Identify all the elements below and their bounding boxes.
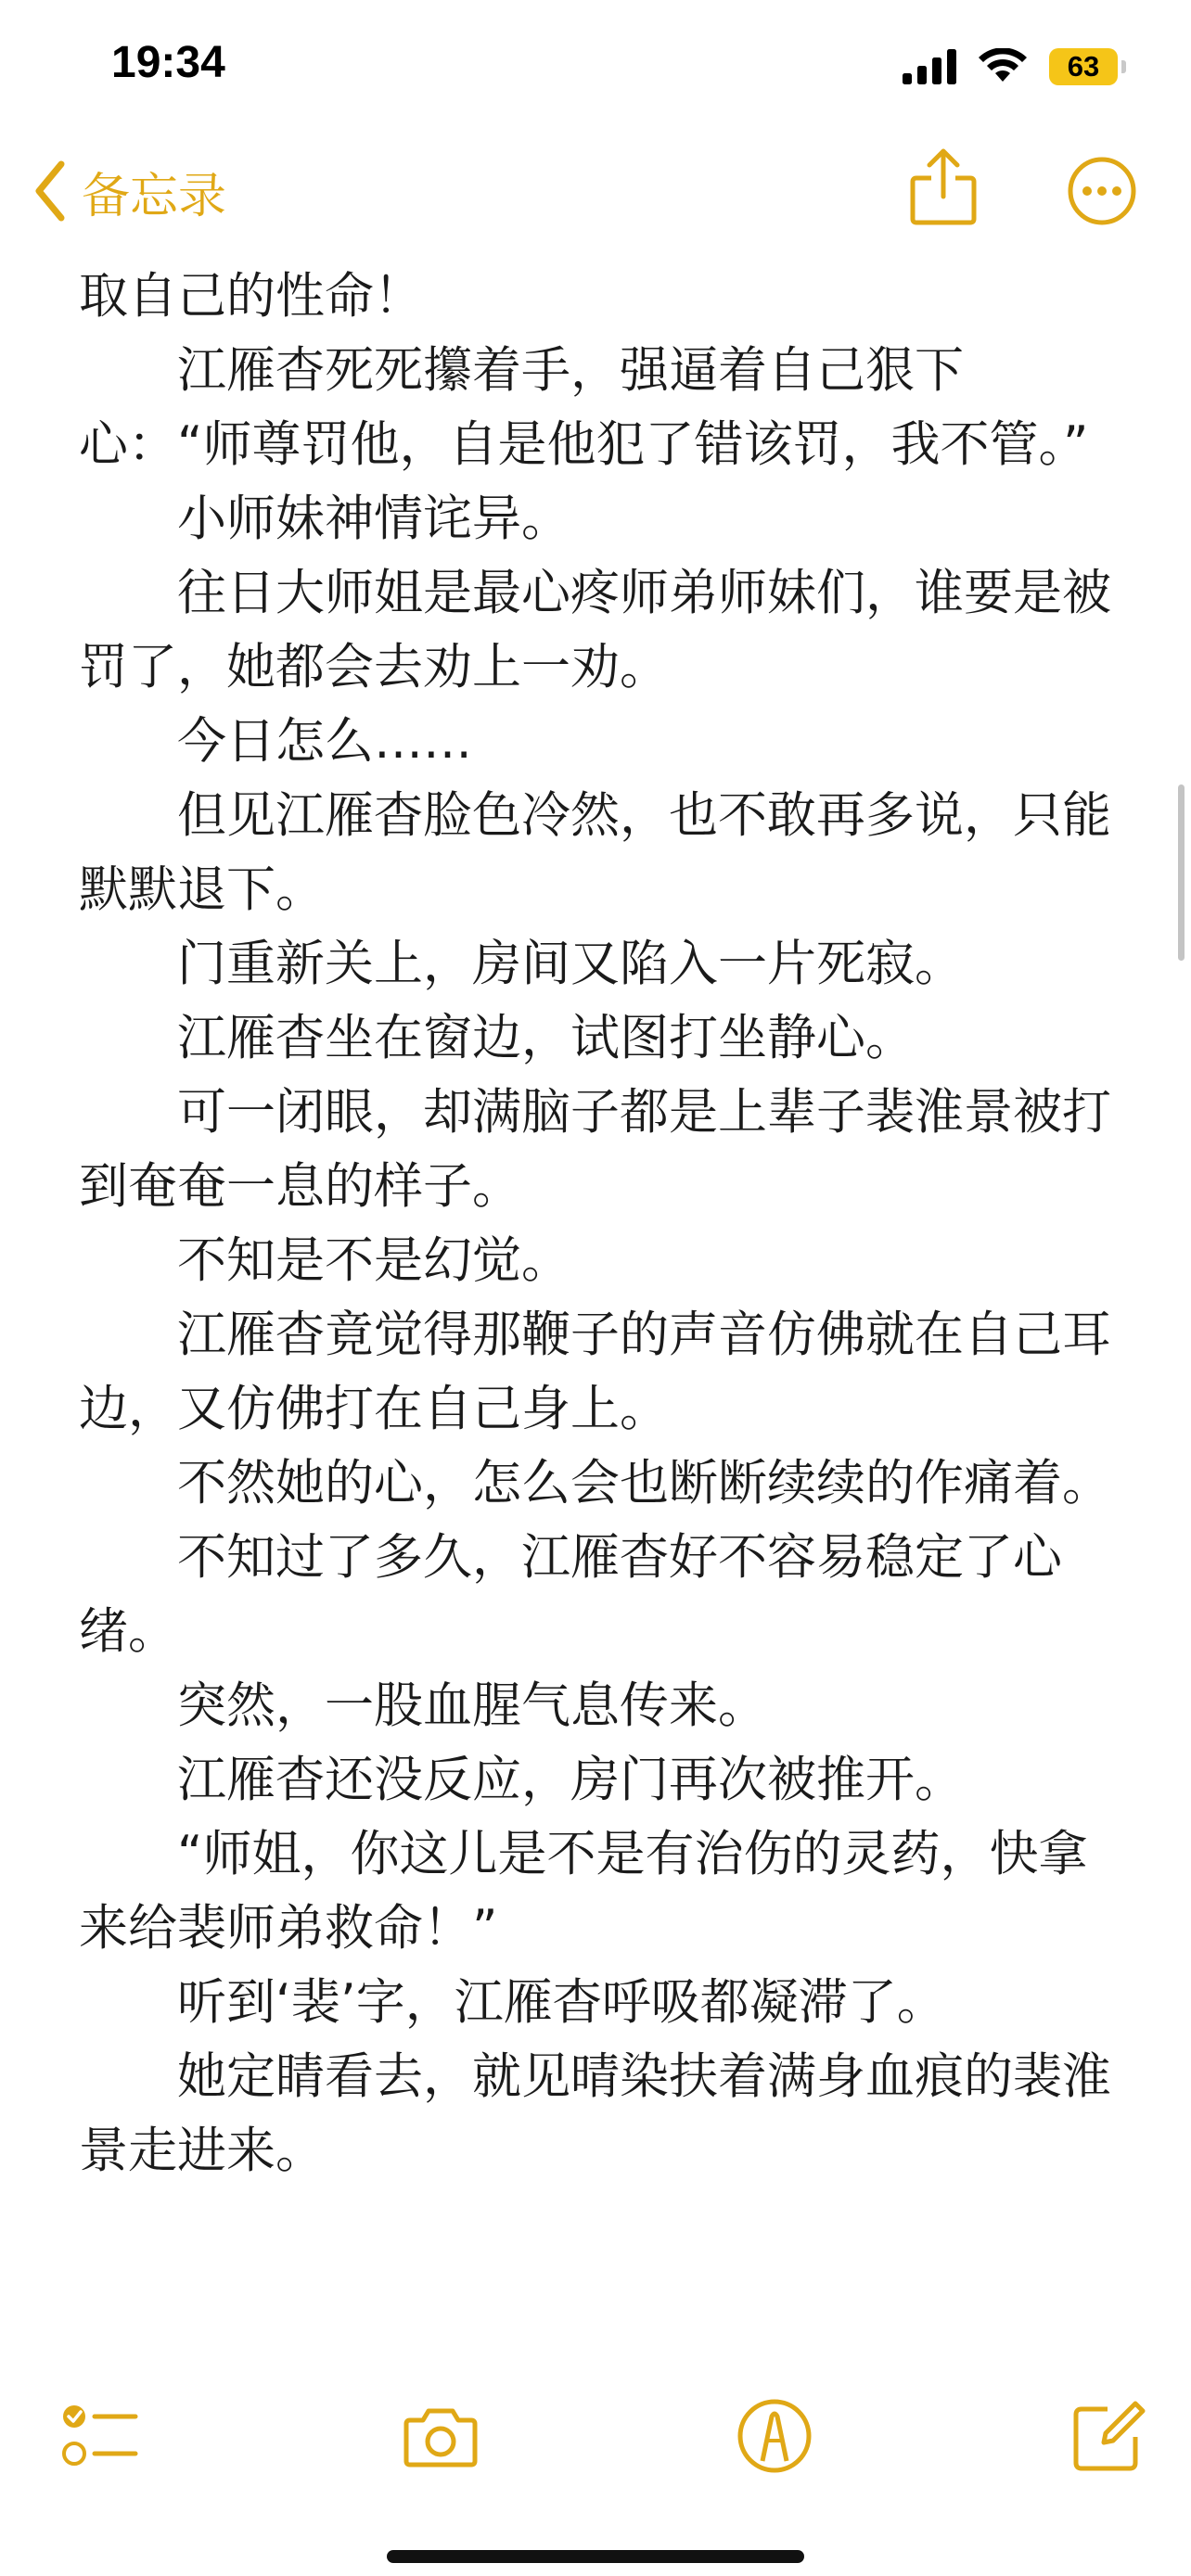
note-paragraph: 小师妹神情诧异。: [79, 491, 570, 547]
back-label: 备忘录: [82, 168, 227, 224]
note-body[interactable]: [79, 260, 1118, 2351]
status-bar: [0, 0, 1191, 130]
share-icon[interactable]: [907, 147, 980, 226]
note-paragraph: 今日怎么……: [79, 713, 472, 770]
status-time: 19:34: [111, 38, 225, 87]
camera-icon[interactable]: [401, 2396, 480, 2476]
checklist-icon[interactable]: [59, 2396, 139, 2476]
note-paragraph: 江雁杳竟觉得那鞭子的声音仿佛就在自己耳边，又仿佛打在自己身上。: [79, 1307, 1111, 1437]
back-button[interactable]: [32, 154, 226, 228]
status-icons: [903, 41, 1126, 93]
note-paragraph: “师姐，你这儿是不是有治伤的灵药，快拿来给裴师弟救命！”: [79, 1826, 1088, 1957]
note-paragraph: 突然，一股血腥气息传来。: [79, 1677, 767, 1734]
nav-bar: [0, 130, 1191, 250]
note-paragraph: 不知过了多久，江雁杳好不容易稳定了心绪。: [79, 1529, 1062, 1660]
bottom-toolbar: [0, 2374, 1191, 2485]
chevron-left-icon: [32, 159, 69, 223]
note-paragraph: 江雁杳还没反应，房门再次被推开。: [79, 1752, 964, 1808]
note-paragraph: 往日大师姐是最心疼师弟师妹们，谁要是被罚了，她都会去劝上一劝。: [79, 565, 1111, 695]
note-paragraph: 听到‘裴’字，江雁杳呼吸都凝滞了。: [79, 1974, 946, 2031]
note-paragraph: 可一闭眼，却满脑子都是上辈子裴淮景被打到奄奄一息的样子。: [79, 1084, 1111, 1215]
more-icon[interactable]: [1067, 156, 1137, 226]
note-paragraph: 不然她的心，怎么会也断断续续的作痛着。: [79, 1455, 1111, 1511]
note-paragraph: 门重新关上，房间又陷入一片死寂。: [79, 936, 964, 992]
home-indicator[interactable]: [387, 2550, 804, 2563]
battery-level: 63: [1049, 48, 1118, 85]
scroll-indicator[interactable]: [1178, 784, 1185, 961]
note-paragraph: 江雁杳死死攥着手，强逼着自己狠下心：“师尊罚他，自是他犯了错该罚，我不管。”: [79, 342, 1089, 473]
battery-icon: [1049, 48, 1126, 85]
note-paragraph: 她定睛看去，就见晴染扶着满身血痕的裴淮景走进来。: [79, 2048, 1111, 2179]
wifi-icon: [977, 48, 1029, 85]
markup-pen-icon[interactable]: [735, 2396, 814, 2476]
cellular-signal-icon: [903, 49, 956, 84]
compose-icon[interactable]: [1069, 2396, 1148, 2476]
battery-cap: [1121, 60, 1126, 73]
note-paragraph: 不知是不是幻觉。: [79, 1232, 570, 1289]
note-paragraph: 取自己的性命！: [79, 268, 423, 325]
note-paragraph: 但见江雁杳脸色冷然，也不敢再多说，只能默默退下。: [79, 787, 1111, 918]
note-paragraph: 江雁杳坐在窗边，试图打坐静心。: [79, 1010, 915, 1066]
